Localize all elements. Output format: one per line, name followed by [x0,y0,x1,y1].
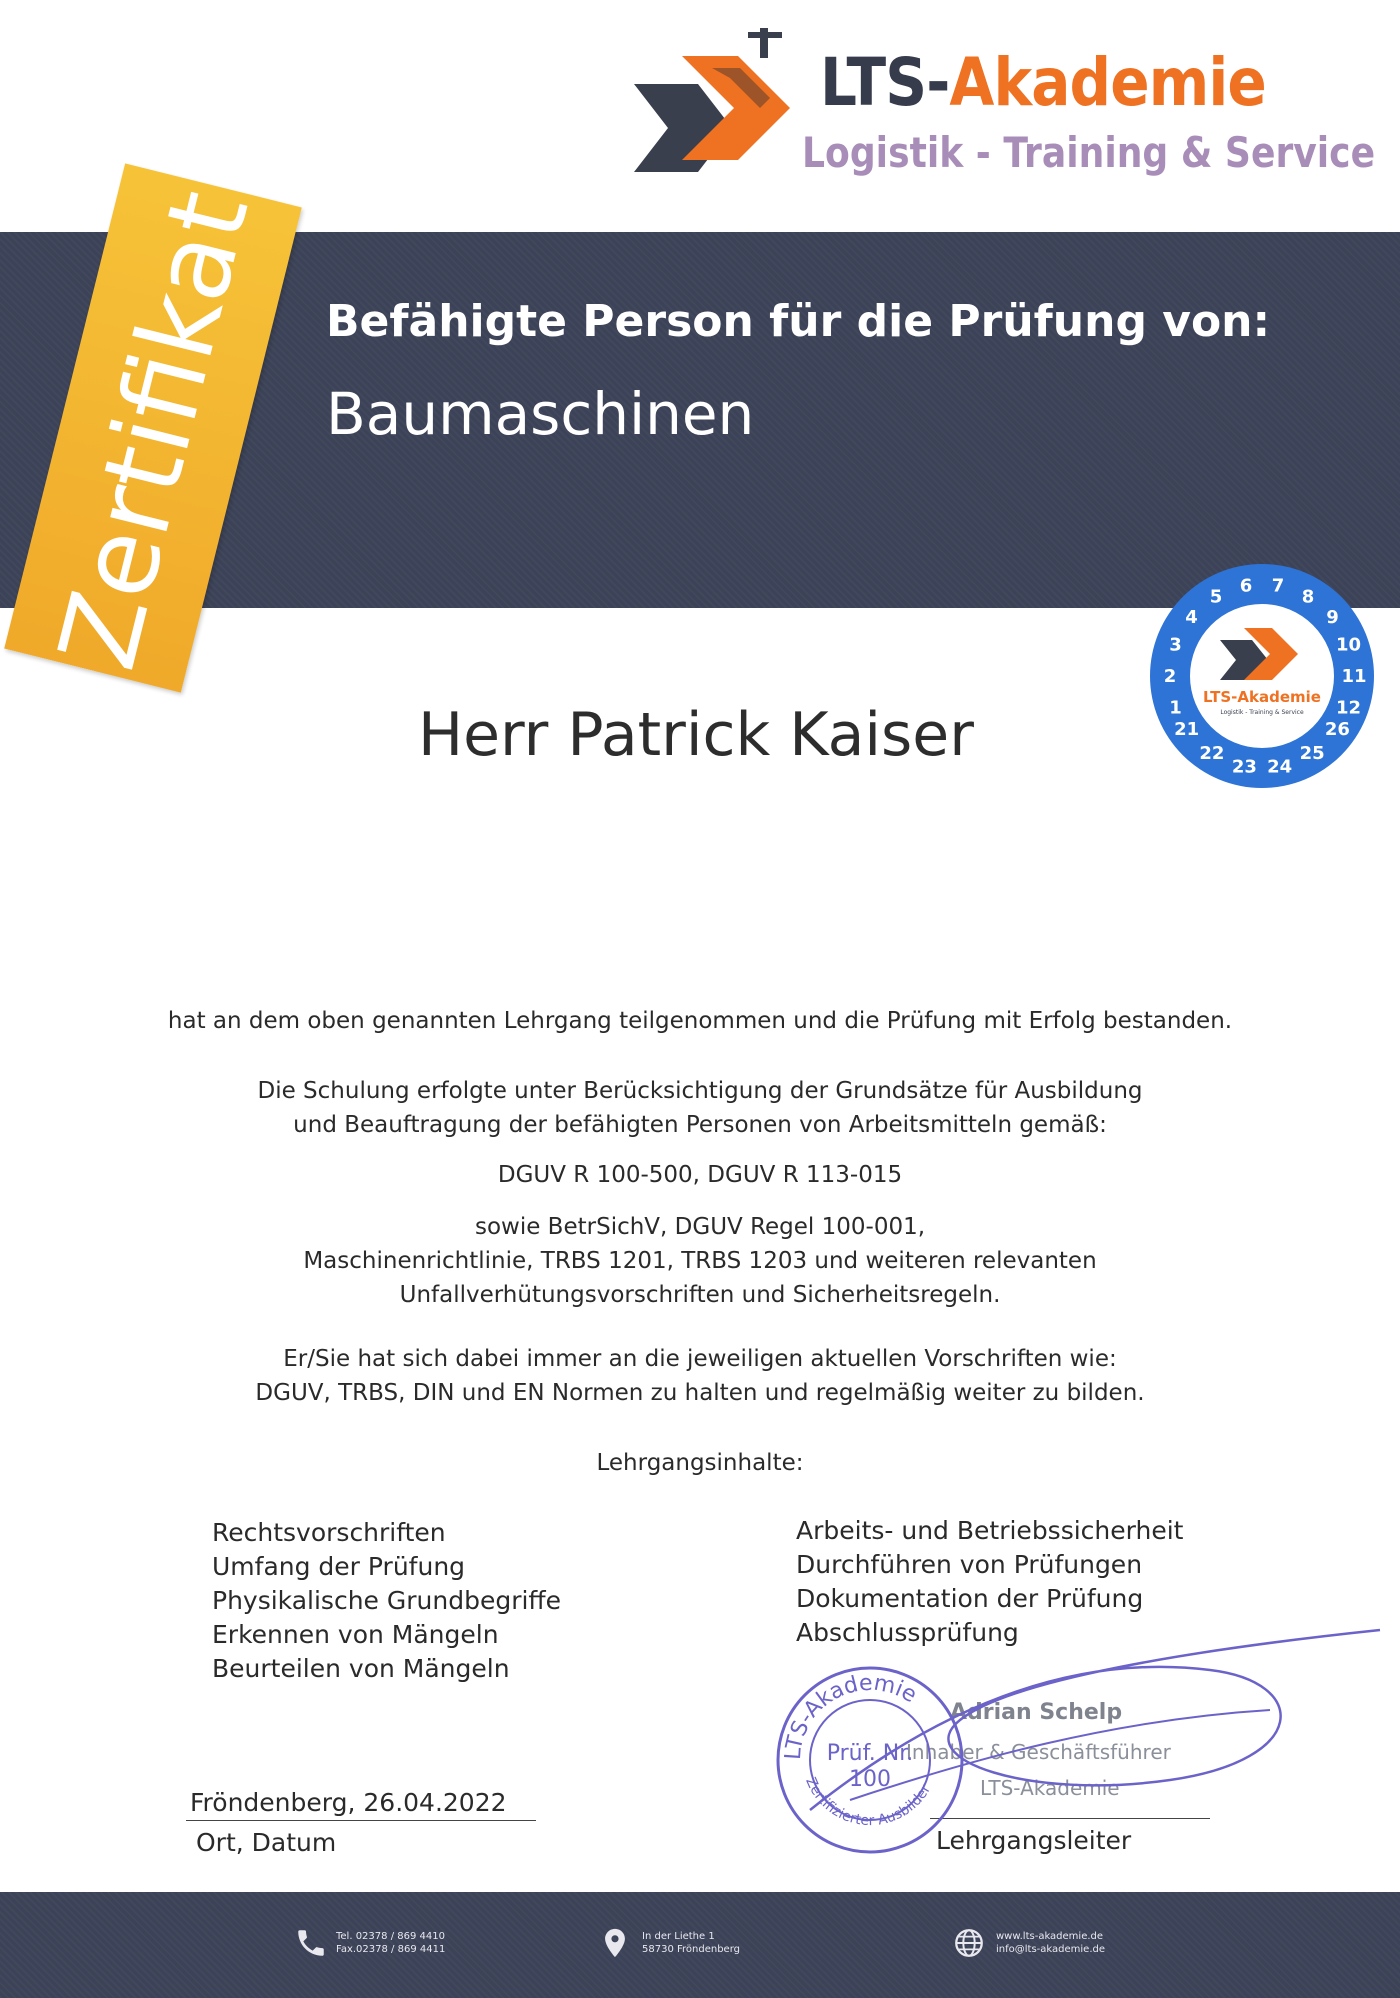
seal-number: 8 [1301,586,1315,608]
seal-number: 21 [1174,718,1200,740]
seal-number: 26 [1324,718,1350,740]
list-item: Erkennen von Mängeln [212,1620,499,1649]
seal-number: 9 [1326,606,1339,628]
seal-number: 12 [1335,697,1362,719]
list-item: Umfang der Prüfung [212,1552,466,1581]
logo-chevron-icon [620,28,810,188]
seal-number: 1 [1169,697,1182,719]
certificate-subject: Baumaschinen [326,380,755,448]
signer-role: Inhaber & Geschäftsführer [906,1740,1171,1764]
seal-number: 24 [1267,756,1293,778]
additional-regulations-line2: Maschinenrichtlinie, TRBS 1201, TRBS 1203 und weiteren relevanten [303,1248,1097,1274]
seal-number: 7 [1271,575,1285,597]
stamp-center-a: Prüf. Nr. [826,1741,914,1766]
logo-title-orange: Akademie [949,44,1266,121]
seal-number: 25 [1299,743,1325,765]
obligation-line2: DGUV, TRBS, DIN und EN Normen zu halten und regelmäßig weiter zu bilden. [255,1380,1145,1406]
stamp-ring-bottom: Zertifizierter Ausbilder [802,1775,935,1830]
lts-logo [620,28,1376,198]
completion-statement: hat an dem oben genannten Lehrgang teilgenommen und die Prüfung mit Erfolg bestanden. [167,1008,1233,1034]
logo-title [820,44,1266,121]
training-basis-line2: und Beauftragung der befähigten Personen von Arbeitsmitteln gemäß: [293,1112,1107,1138]
footer-email: info@lts-akademie.de [996,1944,1105,1955]
list-item: Physikalische Grundbegriffe [212,1586,562,1615]
footer-phone [336,1930,445,1956]
seal-number: 23 [1231,756,1257,778]
certificate-heading: Befähigte Person für die Prüfung von: [326,296,1271,347]
additional-regulations-line3: Unfallverhütungsvorschriften und Sicherheitsregeln. [399,1282,1001,1308]
course-contents-left [212,1516,561,1686]
list-item: Beurteilen von Mängeln [212,1654,510,1683]
seal-brand-sub: Logistik - Training & Service [1220,709,1304,716]
globe-icon [952,1926,986,1960]
seal-number: 2 [1163,666,1177,687]
course-contents-heading: Lehrgangsinhalte: [596,1450,804,1476]
handwritten-signature [790,1610,1390,1830]
seal-number: 6 [1239,575,1253,597]
location-pin-icon [598,1926,632,1960]
list-item: Arbeits- und Betriebssicherheit [796,1516,1184,1545]
seal-number: 10 [1335,634,1362,656]
phone-icon [294,1926,328,1960]
ribbon-label: Zertifikat [35,179,273,681]
seal-number: 22 [1199,743,1225,765]
seal-number: 3 [1169,634,1182,656]
list-item: Durchführen von Prüfungen [796,1550,1143,1579]
signature-label: Lehrgangsleiter [936,1826,1132,1855]
logo-subtitle: Logistik - Training & Service [802,128,1376,177]
footer-phone-tel: Tel. 02378 / 869 4410 [336,1931,445,1942]
place-date-label: Ort, Datum [196,1828,337,1857]
list-item: Rechtsvorschriften [212,1518,446,1547]
footer-phone-fax: Fax.02378 / 869 4411 [336,1944,446,1955]
list-item: Abschlussprüfung [796,1618,1019,1647]
seal-brand: LTS-Akademie [1203,688,1321,706]
stamp-center-b: 100 [849,1767,891,1792]
footer-address-city: 58730 Fröndenberg [642,1944,740,1955]
signer-org: LTS-Akademie [980,1776,1120,1800]
training-basis-line1: Die Schulung erfolgte unter Berücksichtigung der Grundsätze für Ausbildung [257,1078,1143,1104]
recipient-name: Herr Patrick Kaiser [418,700,974,770]
seal-number: 4 [1185,606,1198,628]
footer-address [642,1930,740,1956]
seal-number: 11 [1341,666,1367,687]
place-date-line [186,1820,536,1821]
list-item: Dokumentation der Prüfung [796,1584,1144,1613]
signer-name: Adrian Schelp [950,1700,1123,1725]
logo-title-dark: LTS- [820,44,950,121]
footer-web [996,1930,1105,1956]
seal-number: 5 [1209,586,1223,608]
footer-website: www.lts-akademie.de [996,1931,1104,1942]
footer-address-street: In der Liethe 1 [642,1931,715,1942]
stamp-ring-top: LTS-Akademie [780,1670,921,1761]
additional-regulations-line1: sowie BetrSichV, DGUV Regel 100-001, [474,1214,926,1240]
inspection-seal [1148,562,1376,790]
regulations-list: DGUV R 100-500, DGUV R 113-015 [497,1162,903,1188]
obligation-line1: Er/Sie hat sich dabei immer an die jeweiligen aktuellen Vorschriften wie: [283,1346,1117,1372]
place-date-value: Fröndenberg, 26.04.2022 [190,1788,507,1817]
